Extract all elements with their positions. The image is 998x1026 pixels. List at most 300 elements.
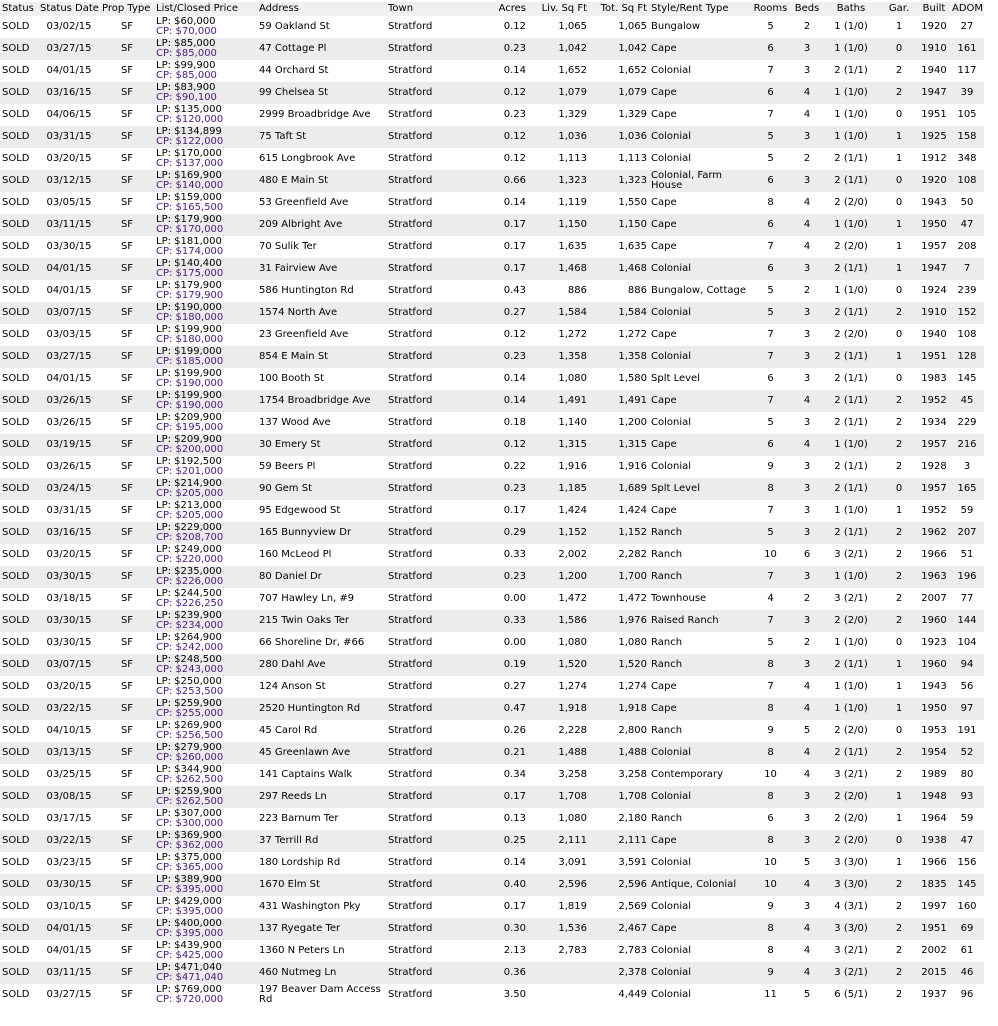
table-row — [0, 896, 984, 918]
adom-cell: 239 — [957, 285, 977, 296]
acres-cell: 0.17 — [503, 901, 526, 912]
rooms-cell: 4 — [767, 593, 774, 604]
beds-cell: 3 — [803, 329, 811, 340]
status-date-cell: 03/26/15 — [38, 390, 100, 412]
adom-cell: 108 — [950, 170, 984, 192]
prop-type-cell: SF — [100, 610, 154, 632]
tot-sqft-cell: 3,591 — [618, 857, 647, 868]
status-date-cell: 03/24/15 — [38, 478, 100, 500]
baths-cell: 2 (2/0) — [834, 241, 868, 252]
adom-cell: 59 — [960, 813, 974, 824]
table-row — [0, 368, 984, 390]
price-cell — [154, 808, 257, 830]
garage-cell: 2 — [895, 461, 903, 472]
list-price: LP: $199,900 — [156, 324, 222, 335]
baths-cell: 1 (1/0) — [822, 698, 880, 720]
garage-cell: 2 — [880, 610, 918, 632]
built-cell: 1928 — [921, 461, 947, 472]
closed-price: CP: $195,000 — [156, 422, 224, 433]
rooms-cell: 9 — [749, 962, 792, 984]
closed-price: CP: $122,000 — [156, 136, 224, 147]
adom-cell: 47 — [950, 214, 984, 236]
table-row — [0, 808, 984, 830]
status-cell: SOLD — [0, 126, 38, 148]
tot-sqft-cell: 1,976 — [589, 610, 649, 632]
acres-cell: 0.12 — [460, 82, 528, 104]
adom-cell: 196 — [950, 566, 984, 588]
status-cell: SOLD — [0, 786, 38, 808]
tot-sqft-cell: 2,378 — [589, 962, 649, 984]
garage-cell: 2 — [895, 769, 903, 780]
garage-cell: 2 — [880, 82, 918, 104]
listings-table — [0, 2, 984, 1006]
adom-cell: 207 — [950, 522, 984, 544]
table-row — [0, 412, 984, 434]
list-price: LP: $169,900 — [156, 170, 222, 181]
price-cell — [154, 258, 257, 280]
tot-sqft-cell: 1,520 — [589, 654, 649, 676]
prop-type-cell: SF — [100, 918, 154, 940]
baths-cell: 3 (3/0) — [834, 857, 868, 868]
list-price: LP: $99,900 — [156, 60, 216, 71]
status-date-cell: 03/11/15 — [38, 214, 100, 236]
address-cell: 615 Longbrook Ave — [259, 153, 356, 164]
garage-cell: 2 — [895, 417, 903, 428]
closed-price: CP: $180,000 — [156, 334, 224, 345]
status-date-cell: 03/07/15 — [38, 654, 100, 676]
baths-cell: 3 (3/0) — [822, 918, 880, 940]
closed-price: CP: $253,500 — [156, 686, 224, 697]
style-cell: Cape — [649, 82, 749, 104]
list-price: LP: $192,500 — [156, 456, 222, 467]
prop-type-cell: SF — [120, 241, 134, 252]
baths-cell: 2 (1/1) — [834, 153, 868, 164]
baths-cell: 2 (1/1) — [834, 373, 868, 384]
beds-cell: 3 — [792, 170, 822, 192]
list-price: LP: $439,900 — [156, 940, 222, 951]
liv-sqft-cell: 3,091 — [558, 857, 587, 868]
style-cell: Cape — [649, 390, 749, 412]
built-cell: 1951 — [921, 109, 947, 120]
built-cell: 1924 — [921, 285, 947, 296]
status-date-cell: 03/05/15 — [46, 197, 92, 208]
closed-price: CP: $170,000 — [156, 224, 224, 235]
closed-price: CP: $200,000 — [156, 444, 224, 455]
table-row — [0, 852, 984, 874]
table-row — [0, 962, 984, 984]
price-cell — [154, 588, 257, 610]
style-cell: Ranch — [651, 637, 683, 648]
col-beds: Beds — [792, 2, 822, 16]
built-cell: 1835 — [918, 874, 950, 896]
status-date-cell: 03/07/15 — [38, 302, 100, 324]
prop-type-cell: SF — [100, 390, 154, 412]
acres-cell: 0.13 — [503, 813, 526, 824]
town-cell: Stratford — [386, 566, 460, 588]
rooms-cell: 8 — [749, 478, 792, 500]
adom-cell: 144 — [950, 610, 984, 632]
prop-type-cell: SF — [100, 214, 154, 236]
tot-sqft-cell: 1,635 — [618, 241, 647, 252]
list-price: LP: $170,000 — [156, 148, 222, 159]
tot-sqft-cell: 1,079 — [589, 82, 649, 104]
status-cell: SOLD — [0, 962, 38, 984]
price-cell — [154, 764, 257, 786]
liv-sqft-cell: 2,002 — [558, 549, 587, 560]
baths-cell: 3 (2/1) — [834, 593, 868, 604]
built-cell: 1957 — [918, 434, 950, 456]
closed-price: CP: $300,000 — [156, 818, 224, 829]
status-date-cell: 03/08/15 — [38, 786, 100, 808]
tot-sqft-cell: 2,596 — [589, 874, 649, 896]
beds-cell: 3 — [803, 813, 811, 824]
closed-price: CP: $201,000 — [156, 466, 224, 477]
style-cell: Cape — [649, 214, 749, 236]
address-cell: 223 Barnum Ter — [259, 813, 339, 824]
acres-cell: 0.33 — [503, 549, 526, 560]
baths-cell: 2 (2/0) — [822, 610, 880, 632]
status-cell: SOLD — [0, 918, 38, 940]
liv-sqft-cell: 3,258 — [558, 769, 587, 780]
beds-cell: 3 — [803, 505, 811, 516]
address-cell: 141 Captains Walk — [259, 769, 353, 780]
tot-sqft-cell: 1,315 — [589, 434, 649, 456]
built-cell: 1950 — [918, 698, 950, 720]
garage-cell: 1 — [895, 153, 903, 164]
tot-sqft-cell: 1,329 — [618, 109, 647, 120]
style-cell: Cape — [649, 434, 749, 456]
adom-cell: 158 — [950, 126, 984, 148]
price-cell — [154, 984, 257, 1006]
adom-cell: 145 — [950, 874, 984, 896]
price-cell — [154, 654, 257, 676]
baths-cell: 3 (3/0) — [822, 874, 880, 896]
prop-type-cell: SF — [120, 21, 134, 32]
adom-cell: 97 — [950, 698, 984, 720]
acres-cell: 0.23 — [460, 346, 528, 368]
garage-cell: 1 — [895, 813, 903, 824]
town-cell: Stratford — [388, 461, 433, 472]
col-status-date: Status Date — [40, 3, 99, 14]
table-row — [0, 566, 984, 588]
list-price: LP: $60,000 — [156, 16, 216, 27]
closed-price: CP: $234,000 — [156, 620, 224, 631]
built-cell: 1943 — [921, 681, 947, 692]
town-cell: Stratford — [388, 505, 433, 516]
liv-sqft-cell: 1,536 — [528, 918, 589, 940]
price-cell — [154, 544, 257, 566]
tot-sqft-cell: 1,150 — [589, 214, 649, 236]
list-price: LP: $190,000 — [156, 302, 222, 313]
garage-cell: 1 — [895, 857, 903, 868]
garage-cell: 0 — [895, 373, 903, 384]
status-date-cell: 03/30/15 — [38, 874, 100, 896]
table-row — [0, 302, 984, 324]
town-cell: Stratford — [386, 830, 460, 852]
table-row — [0, 720, 984, 742]
table-row — [0, 214, 984, 236]
town-cell: Stratford — [388, 153, 433, 164]
address-cell: 1754 Broadbridge Ave — [257, 390, 386, 412]
rooms-cell: 7 — [767, 109, 774, 120]
built-cell: 1940 — [921, 65, 947, 76]
address-cell: 2999 Broadbridge Ave — [259, 109, 371, 120]
status-date-cell: 03/16/15 — [38, 82, 100, 104]
garage-cell: 2 — [880, 566, 918, 588]
list-price: LP: $344,900 — [156, 764, 222, 775]
table-row — [0, 16, 984, 38]
built-cell: 1997 — [921, 901, 947, 912]
style-cell: Cape — [651, 329, 677, 340]
price-cell — [154, 676, 257, 698]
liv-sqft-cell: 1,424 — [558, 505, 587, 516]
built-cell: 1923 — [921, 637, 947, 648]
adom-cell: 51 — [960, 549, 974, 560]
prop-type-cell: SF — [100, 786, 154, 808]
closed-price: CP: $180,000 — [156, 312, 224, 323]
beds-cell: 3 — [792, 786, 822, 808]
tot-sqft-cell: 1,424 — [618, 505, 647, 516]
style-cell: Cape — [649, 830, 749, 852]
baths-cell: 1 (1/0) — [822, 434, 880, 456]
adom-cell: 94 — [950, 654, 984, 676]
closed-price: CP: $140,000 — [156, 180, 224, 191]
built-cell: 1910 — [918, 302, 950, 324]
list-price: LP: $239,900 — [156, 610, 222, 621]
acres-cell: 0.12 — [460, 434, 528, 456]
table-row — [0, 984, 984, 1006]
liv-sqft-cell: 1,468 — [528, 258, 589, 280]
liv-sqft-cell — [528, 984, 589, 1006]
liv-sqft-cell: 1,918 — [528, 698, 589, 720]
rooms-cell: 6 — [749, 170, 792, 192]
beds-cell: 4 — [803, 197, 811, 208]
status-cell: SOLD — [0, 566, 38, 588]
acres-cell: 0.19 — [460, 654, 528, 676]
address-cell: 1574 North Ave — [257, 302, 386, 324]
garage-cell: 0 — [895, 285, 903, 296]
style-cell: Cape — [649, 38, 749, 60]
liv-sqft-cell: 1,635 — [558, 241, 587, 252]
town-cell: Stratford — [388, 417, 433, 428]
tot-sqft-cell: 1,065 — [618, 21, 647, 32]
tot-sqft-cell: 1,916 — [618, 461, 647, 472]
town-cell: Stratford — [386, 918, 460, 940]
table-row — [0, 478, 984, 500]
address-cell: 45 Carol Rd — [259, 725, 318, 736]
table-row — [0, 522, 984, 544]
rooms-cell: 8 — [749, 654, 792, 676]
status-cell: SOLD — [0, 82, 38, 104]
prop-type-cell: SF — [120, 769, 134, 780]
prop-type-cell: SF — [120, 65, 134, 76]
garage-cell: 2 — [895, 549, 903, 560]
acres-cell: 0.17 — [460, 258, 528, 280]
beds-cell: 4 — [792, 962, 822, 984]
acres-cell: 0.47 — [460, 698, 528, 720]
beds-cell: 4 — [792, 742, 822, 764]
liv-sqft-cell: 1,113 — [558, 153, 587, 164]
table-row — [0, 456, 984, 478]
tot-sqft-cell: 1,472 — [618, 593, 647, 604]
status-date-cell: 04/01/15 — [46, 945, 92, 956]
price-cell — [154, 874, 257, 896]
acres-cell: 0.23 — [503, 109, 526, 120]
rooms-cell: 6 — [749, 82, 792, 104]
table-row — [0, 170, 984, 192]
style-cell: Cape — [649, 698, 749, 720]
liv-sqft-cell — [528, 962, 589, 984]
adom-cell: 45 — [950, 390, 984, 412]
tot-sqft-cell: 2,569 — [618, 901, 647, 912]
table-row — [0, 676, 984, 698]
baths-cell: 3 (2/1) — [834, 549, 868, 560]
tot-sqft-cell: 1,036 — [589, 126, 649, 148]
rooms-cell: 8 — [749, 698, 792, 720]
garage-cell: 0 — [895, 197, 903, 208]
beds-cell: 4 — [792, 434, 822, 456]
adom-cell: 50 — [960, 197, 974, 208]
closed-price: CP: $395,000 — [156, 884, 224, 895]
beds-cell: 4 — [803, 681, 811, 692]
town-cell: Stratford — [388, 813, 433, 824]
style-cell: Colonial — [651, 65, 692, 76]
price-cell — [154, 500, 257, 522]
tot-sqft-cell: 1,042 — [589, 38, 649, 60]
list-price: LP: $389,900 — [156, 874, 222, 885]
table-row — [0, 764, 984, 786]
style-cell: Colonial — [649, 126, 749, 148]
table-row — [0, 632, 984, 654]
town-cell: Stratford — [386, 786, 460, 808]
adom-cell: 27 — [960, 21, 974, 32]
liv-sqft-cell: 1,080 — [558, 637, 587, 648]
table-row — [0, 786, 984, 808]
adom-cell: 117 — [957, 65, 977, 76]
status-date-cell: 03/11/15 — [38, 962, 100, 984]
prop-type-cell: SF — [120, 945, 134, 956]
prop-type-cell: SF — [120, 109, 134, 120]
town-cell: Stratford — [388, 241, 433, 252]
price-cell — [154, 346, 257, 368]
town-cell: Stratford — [386, 522, 460, 544]
prop-type-cell: SF — [100, 698, 154, 720]
beds-cell: 4 — [792, 918, 822, 940]
baths-cell: 2 (1/1) — [822, 302, 880, 324]
list-price: LP: $244,500 — [156, 588, 222, 599]
beds-cell: 2 — [803, 285, 811, 296]
adom-cell: 160 — [957, 901, 977, 912]
table-row — [0, 434, 984, 456]
built-cell: 1934 — [921, 417, 947, 428]
prop-type-cell: SF — [100, 434, 154, 456]
list-price: LP: $199,000 — [156, 346, 222, 357]
price-cell — [154, 962, 257, 984]
liv-sqft-cell: 2,228 — [558, 725, 587, 736]
adom-cell: 7 — [950, 258, 984, 280]
address-cell: 480 E Main St — [257, 170, 386, 192]
beds-cell: 3 — [792, 126, 822, 148]
status-cell: SOLD — [0, 654, 38, 676]
acres-cell: 0.14 — [460, 390, 528, 412]
adom-cell: 108 — [957, 329, 977, 340]
address-cell: 53 Greenfield Ave — [259, 197, 349, 208]
price-cell — [154, 324, 257, 346]
closed-price: CP: $226,250 — [156, 598, 224, 609]
liv-sqft-cell: 1,036 — [528, 126, 589, 148]
liv-sqft-cell: 1,819 — [558, 901, 587, 912]
beds-cell: 3 — [792, 830, 822, 852]
address-cell: 70 Sulik Ter — [259, 241, 317, 252]
town-cell: Stratford — [388, 549, 433, 560]
status-cell: SOLD — [0, 38, 38, 60]
baths-cell: 6 (5/1) — [834, 989, 868, 1000]
built-cell: 1937 — [921, 989, 947, 1000]
list-price: LP: $140,400 — [156, 258, 222, 269]
list-price: LP: $85,000 — [156, 38, 216, 49]
garage-cell: 1 — [880, 654, 918, 676]
address-cell: 854 E Main St — [257, 346, 386, 368]
price-cell — [154, 390, 257, 412]
acres-cell: 0.23 — [460, 566, 528, 588]
table-row — [0, 104, 984, 126]
adom-cell: 52 — [950, 742, 984, 764]
built-cell: 1962 — [918, 522, 950, 544]
closed-price: CP: $720,000 — [156, 994, 224, 1005]
closed-price: CP: $137,000 — [156, 158, 224, 169]
style-cell: Colonial — [651, 153, 692, 164]
garage-cell: 1 — [880, 786, 918, 808]
status-date-cell: 03/26/15 — [46, 461, 92, 472]
tot-sqft-cell: 886 — [627, 285, 647, 296]
acres-cell: 0.34 — [503, 769, 526, 780]
closed-price: CP: $256,500 — [156, 730, 224, 741]
tot-sqft-cell: 1,080 — [618, 637, 647, 648]
built-cell: 1954 — [918, 742, 950, 764]
rooms-cell: 11 — [764, 989, 777, 1000]
rooms-cell: 10 — [764, 549, 777, 560]
status-date-cell: 03/22/15 — [38, 698, 100, 720]
tot-sqft-cell: 1,580 — [618, 373, 647, 384]
prop-type-cell: SF — [100, 742, 154, 764]
price-cell — [154, 610, 257, 632]
price-cell — [154, 918, 257, 940]
list-price: LP: $259,900 — [156, 698, 222, 709]
adom-cell: 56 — [960, 681, 974, 692]
status-date-cell: 04/01/15 — [46, 285, 92, 296]
price-cell — [154, 830, 257, 852]
acres-cell: 0.33 — [460, 610, 528, 632]
status-date-cell: 03/31/15 — [46, 505, 92, 516]
list-price: LP: $135,000 — [156, 104, 222, 115]
rooms-cell: 7 — [767, 505, 774, 516]
adom-cell: 208 — [957, 241, 977, 252]
acres-cell: 0.25 — [460, 830, 528, 852]
town-cell: Stratford — [386, 742, 460, 764]
rooms-cell: 10 — [749, 874, 792, 896]
tot-sqft-cell: 1,689 — [589, 478, 649, 500]
list-price: LP: $213,000 — [156, 500, 222, 511]
baths-cell: 2 (2/0) — [834, 197, 868, 208]
table-row — [0, 324, 984, 346]
rooms-cell: 7 — [767, 65, 774, 76]
col-town: Town — [386, 2, 460, 16]
status-date-cell: 03/17/15 — [46, 813, 92, 824]
closed-price: CP: $255,000 — [156, 708, 224, 719]
baths-cell: 2 (1/1) — [822, 258, 880, 280]
rooms-cell: 6 — [767, 373, 774, 384]
closed-price: CP: $174,000 — [156, 246, 224, 257]
